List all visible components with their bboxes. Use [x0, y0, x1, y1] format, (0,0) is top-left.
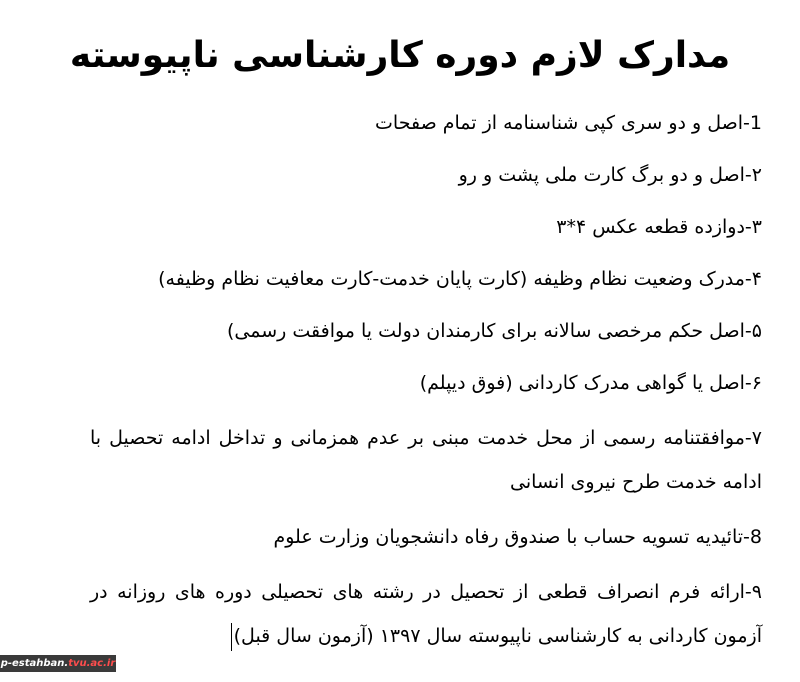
list-item: ۶-اصل یا گواهی مدرک کاردانی (فوق دیپلم): [419, 372, 762, 394]
list-item: ۳-دوازده قطعه عکس ۴*۳: [556, 216, 762, 238]
site-watermark: [0, 655, 116, 672]
list-item: ۴-مدرک وضعیت نظام وظیفه (کارت پایان خدمت-کارت معافیت نظام وظیفه): [158, 268, 762, 290]
list-item: ۲-اصل و دو برگ کارت ملی پشت و رو: [458, 164, 762, 186]
list-item-last: [90, 570, 762, 658]
list-item-text: ۹-ارائه فرم انصراف قطعی از تحصیل در رشته های تحصیلی دوره های روزانه در آزمون کاردانی به کارشناسی ناپیوسته سال ۱۳۹۷ (آزمون سال قبل): [90, 581, 762, 647]
list-item: 1-اصل و دو سری کپی شناسنامه از تمام صفحات: [375, 112, 762, 134]
list-item: ۷-موافقتنامه رسمی از محل خدمت مبنی بر عدم همزمانی و تداخل ادامه تحصیل با ادامه خدمت طرح نیروی انسانی: [90, 427, 762, 493]
requirements-list: [90, 104, 762, 672]
list-item: ۵-اصل حکم مرخصی سالانه برای کارمندان دولت یا موافقت رسمی): [226, 320, 762, 342]
text-cursor: [231, 623, 232, 651]
watermark-prefix: p-estahban.: [0, 658, 69, 669]
document-title: مدارک لازم دوره کارشناسی ناپیوسته: [69, 35, 731, 76]
list-item: 8-تائیدیه تسویه حساب با صندوق رفاه دانشجویان وزارت علوم: [273, 526, 762, 548]
watermark-domain: tvu.ac.ir: [68, 658, 116, 669]
